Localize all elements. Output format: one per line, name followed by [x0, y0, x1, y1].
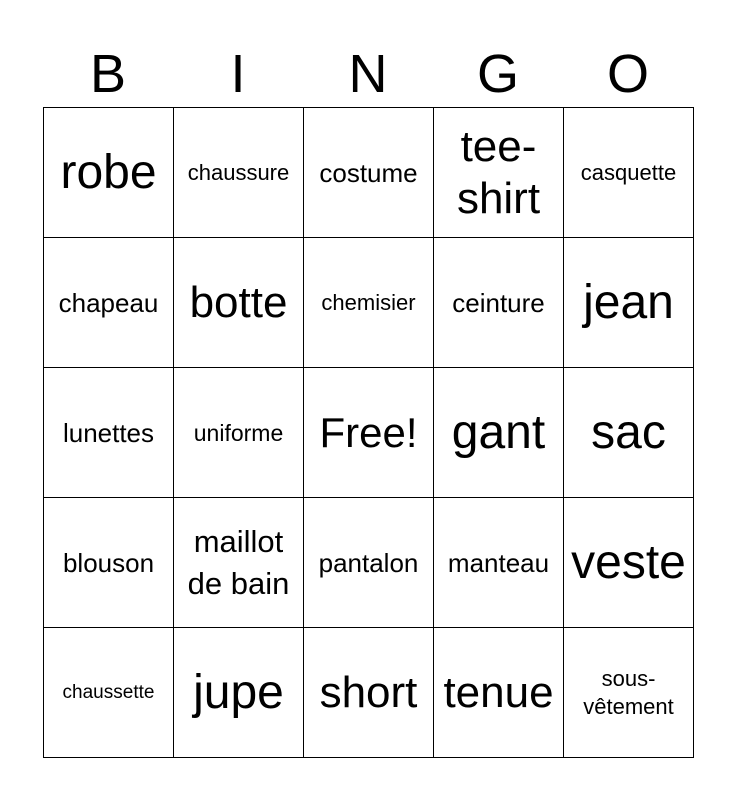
- cell-label: gant: [451, 405, 546, 459]
- bingo-cell[interactable]: [304, 498, 434, 628]
- bingo-cell[interactable]: [44, 238, 174, 368]
- bingo-cell[interactable]: [304, 238, 434, 368]
- grid-row: [44, 108, 694, 238]
- bingo-cell[interactable]: [434, 238, 564, 368]
- bingo-cell[interactable]: [174, 368, 304, 498]
- grid-row: [44, 628, 694, 758]
- free-space-label: Free!: [319, 408, 418, 456]
- cell-label: costume: [319, 157, 418, 188]
- cell-label: chemisier: [321, 289, 416, 315]
- bingo-cell[interactable]: [434, 628, 564, 758]
- bingo-cell[interactable]: [174, 628, 304, 758]
- bingo-cell[interactable]: [44, 108, 174, 238]
- cell-label: short: [319, 667, 418, 717]
- bingo-header: [43, 40, 693, 108]
- cell-label: jupe: [193, 665, 284, 719]
- cell-label: tenue: [443, 667, 554, 717]
- bingo-cell[interactable]: [174, 238, 304, 368]
- bingo-cell[interactable]: [564, 498, 694, 628]
- cell-label: tee- shirt: [456, 121, 541, 223]
- cell-label: sous- vêtement: [583, 665, 674, 719]
- bingo-cell[interactable]: [44, 368, 174, 498]
- cell-label: manteau: [447, 547, 550, 578]
- cell-label: jean: [583, 275, 674, 329]
- bingo-cell[interactable]: [174, 498, 304, 628]
- cell-label: veste: [571, 535, 686, 589]
- cell-label: uniforme: [193, 419, 284, 446]
- cell-label: robe: [60, 145, 157, 199]
- header-letter-g: G: [476, 44, 519, 104]
- cell-label: maillot de bain: [187, 523, 290, 601]
- grid-row: [44, 368, 694, 498]
- bingo-grid: [43, 107, 694, 758]
- bingo-cell[interactable]: [434, 498, 564, 628]
- cell-label: sac: [591, 405, 666, 459]
- grid-row: [44, 238, 694, 368]
- bingo-cell[interactable]: [564, 238, 694, 368]
- cell-label: casquette: [580, 159, 677, 185]
- header-letter-n: N: [348, 44, 388, 104]
- cell-label: ceinture: [452, 287, 545, 318]
- bingo-cell[interactable]: [44, 628, 174, 758]
- bingo-cell[interactable]: [44, 498, 174, 628]
- cell-label: pantalon: [318, 547, 419, 578]
- bingo-cell[interactable]: [564, 628, 694, 758]
- bingo-cell[interactable]: [564, 108, 694, 238]
- cell-label: chaussure: [187, 159, 290, 185]
- cell-label: blouson: [62, 547, 155, 578]
- cell-label: chapeau: [58, 287, 159, 318]
- cell-label: chaussette: [62, 681, 155, 703]
- header-letter-b: B: [89, 44, 127, 104]
- bingo-cell[interactable]: [564, 368, 694, 498]
- free-space-cell[interactable]: [304, 368, 434, 498]
- cell-label: lunettes: [62, 417, 155, 448]
- header-letter-o: O: [606, 44, 649, 104]
- grid-row: [44, 498, 694, 628]
- cell-label: botte: [189, 277, 288, 327]
- bingo-cell[interactable]: [304, 628, 434, 758]
- bingo-cell[interactable]: [434, 108, 564, 238]
- bingo-cell[interactable]: [434, 368, 564, 498]
- bingo-cell[interactable]: [304, 108, 434, 238]
- bingo-cell[interactable]: [174, 108, 304, 238]
- header-letter-i: I: [230, 44, 246, 104]
